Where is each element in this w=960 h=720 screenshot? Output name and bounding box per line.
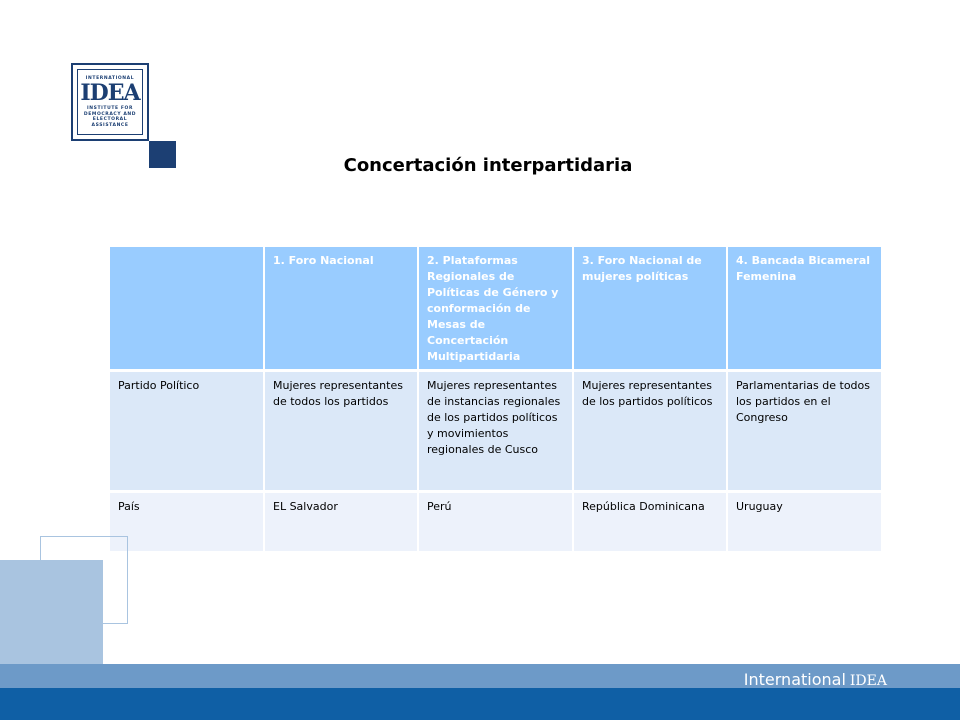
- logo-sub-line: ASSISTANCE: [91, 122, 129, 128]
- logo-top-text: INTERNATIONAL: [85, 75, 135, 81]
- row-label-cell: Partido Político: [110, 371, 264, 492]
- logo-sub-line: INSTITUTE FOR: [86, 106, 134, 112]
- slide-title: Concertación interpartidaria: [343, 155, 633, 176]
- idea-logo-inner: [77, 69, 143, 135]
- logo-sub-line: DEMOCRACY AND: [83, 111, 137, 117]
- table-cell: Perú: [418, 492, 573, 553]
- idea-logo: [71, 63, 149, 141]
- table-header-cell: 4. Bancada Bicameral Femenina: [727, 247, 881, 371]
- footer-label: International: [743, 670, 846, 689]
- table-cell: Parlamentarias de todos los partidos en el Congreso: [727, 371, 881, 492]
- table-header-cell: 2. Plataformas Regionales de Políticas de Género y conformación de Mesas de Concertación Multipartidaria: [418, 247, 573, 371]
- row-label-cell: País: [110, 492, 264, 553]
- table-row: [110, 492, 881, 553]
- footer-brand: IDEA: [849, 673, 887, 689]
- logo-main-text: IDEA: [80, 80, 140, 107]
- table-cell: Mujeres representantes de instancias regionales de los partidos políticos y movimientos regionales de Cusco: [418, 371, 573, 492]
- table-cell: Mujeres representantes de los partidos políticos: [573, 371, 727, 492]
- table-header-cell-empty: [110, 247, 264, 371]
- table-cell: Mujeres representantes de todos los partidos: [264, 371, 418, 492]
- footer-brand-text: [744, 670, 887, 689]
- table-header-row: [110, 247, 881, 371]
- decorative-outline-square: [40, 536, 128, 624]
- footer-band-dark: [0, 688, 960, 720]
- table-header-cell: 3. Foro Nacional de mujeres políticas: [573, 247, 727, 371]
- table-row: [110, 371, 881, 492]
- comparison-table: [110, 247, 881, 554]
- table-cell: República Dominicana: [573, 492, 727, 553]
- table-cell: EL Salvador: [264, 492, 418, 553]
- table-cell: Uruguay: [727, 492, 881, 553]
- logo-sub-line: ELECTORAL: [92, 117, 128, 123]
- table-header-cell: 1. Foro Nacional: [264, 247, 418, 371]
